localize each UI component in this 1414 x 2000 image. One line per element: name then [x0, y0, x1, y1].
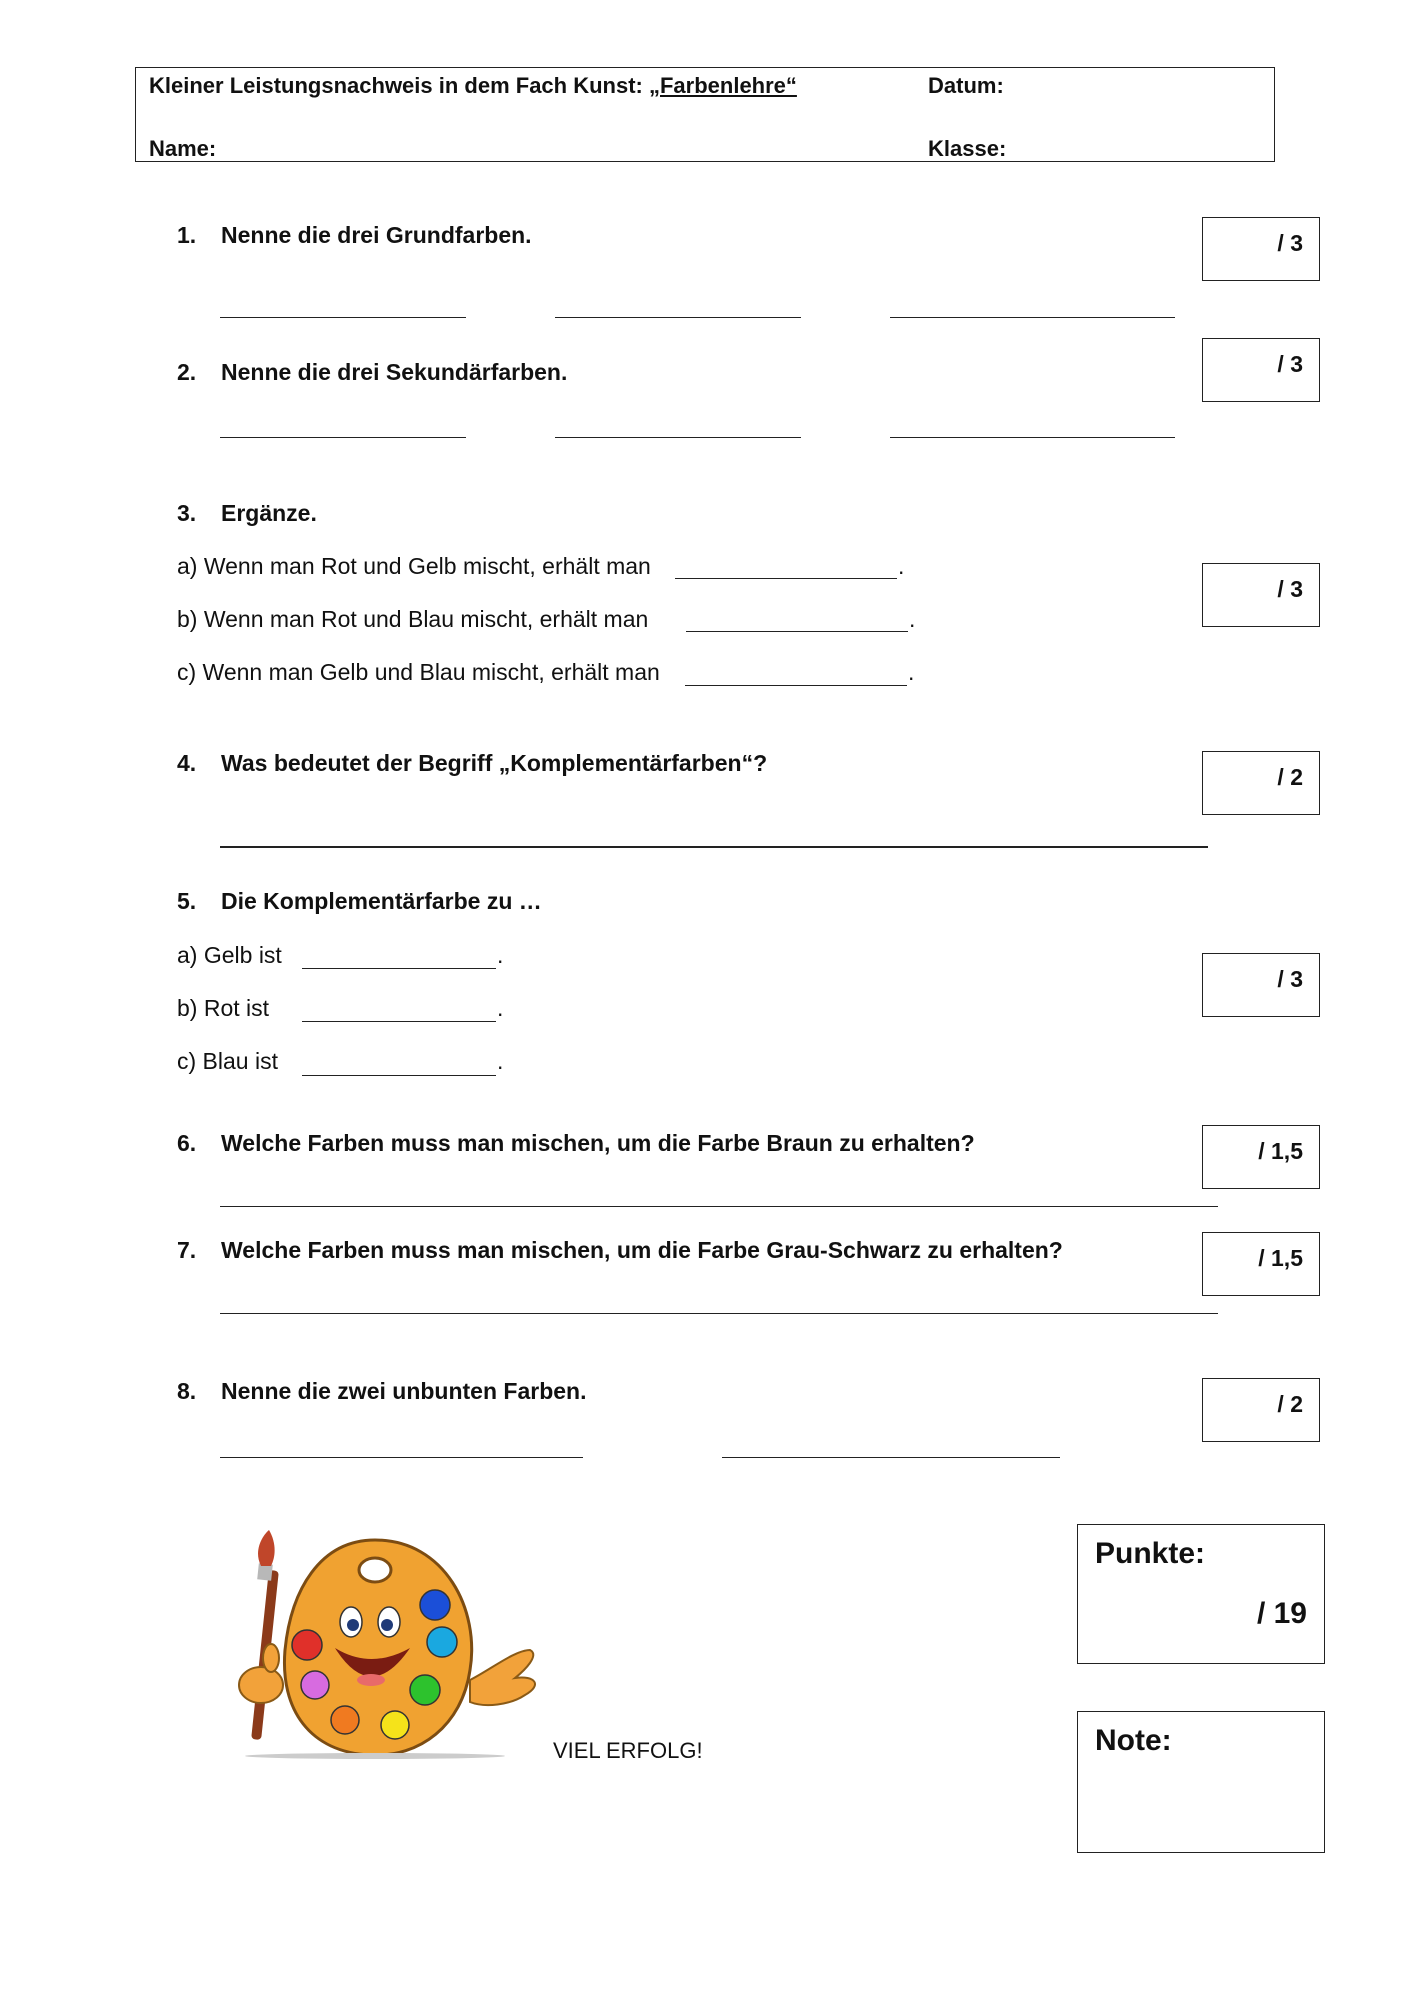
answer-line[interactable] [685, 685, 907, 686]
period: . [909, 606, 916, 632]
score-box-7 [1202, 1232, 1320, 1296]
note-label: Note: [1095, 1724, 1172, 1757]
question-number: 8. [177, 1378, 197, 1404]
score-value: / 3 [1277, 351, 1303, 377]
question-number: 5. [177, 888, 197, 914]
answer-line[interactable] [302, 968, 496, 969]
punkte-total: / 19 [1256, 1597, 1307, 1630]
palette-mascot-illustration [225, 1530, 545, 1760]
score-box-5 [1202, 953, 1320, 1017]
score-value: / 1,5 [1258, 1138, 1303, 1164]
score-value: / 3 [1277, 230, 1303, 256]
answer-line[interactable] [890, 317, 1175, 318]
score-value: / 2 [1277, 1391, 1303, 1417]
answer-line[interactable] [890, 437, 1175, 438]
score-box-3 [1202, 563, 1320, 627]
answer-line[interactable] [555, 437, 801, 438]
title-topic: „Farbenlehre“ [648, 73, 797, 98]
question-4 [177, 750, 767, 777]
question-7 [177, 1237, 1063, 1264]
question-1 [177, 222, 532, 249]
score-value: / 3 [1277, 966, 1303, 992]
datum-label: Datum: [928, 73, 1004, 98]
score-value: / 2 [1277, 764, 1303, 790]
score-box-6 [1202, 1125, 1320, 1189]
title-prefix: Kleiner Leistungsnachweis in dem Fach Kunst: [149, 73, 649, 98]
question-number: 2. [177, 359, 197, 385]
question-text: Was bedeutet der Begriff „Komplementärfarben“? [221, 750, 768, 776]
answer-line[interactable] [220, 1206, 1218, 1207]
item-5b: b) Rot ist [177, 995, 270, 1021]
question-text: Nenne die drei Grundfarben. [221, 222, 532, 248]
question-text: Welche Farben muss man mischen, um die Farbe Grau-Schwarz zu erhalten? [221, 1237, 1063, 1263]
question-text: Ergänze. [221, 500, 317, 526]
question-5 [177, 888, 542, 915]
score-value: / 1,5 [1258, 1245, 1303, 1271]
question-number: 4. [177, 750, 197, 776]
answer-line[interactable] [722, 1457, 1060, 1458]
answer-line[interactable] [220, 1313, 1218, 1314]
item-3c: c) Wenn man Gelb und Blau mischt, erhält man [177, 659, 660, 685]
item-5a: a) Gelb ist [177, 942, 282, 968]
answer-line[interactable] [555, 317, 801, 318]
score-box-1 [1202, 217, 1320, 281]
score-box-4 [1202, 751, 1320, 815]
klasse-label: Klasse: [928, 136, 1007, 161]
total-points-box [1077, 1524, 1325, 1664]
period: . [908, 659, 915, 685]
period: . [497, 942, 504, 968]
paintbrush-icon [251, 1530, 279, 1740]
question-6 [177, 1130, 975, 1157]
good-luck-text: VIEL ERFOLG! [553, 1738, 703, 1763]
question-number: 7. [177, 1237, 197, 1263]
answer-line[interactable] [220, 437, 466, 438]
score-box-8 [1202, 1378, 1320, 1442]
period: . [497, 995, 504, 1021]
item-3a: a) Wenn man Rot und Gelb mischt, erhält man [177, 553, 651, 579]
period: . [497, 1048, 504, 1074]
question-text: Welche Farben muss man mischen, um die Farbe Braun zu erhalten? [221, 1130, 975, 1156]
question-text: Die Komplementärfarbe zu … [221, 888, 542, 914]
question-number: 6. [177, 1130, 197, 1156]
question-text: Nenne die zwei unbunten Farben. [221, 1378, 587, 1404]
score-box-2 [1202, 338, 1320, 402]
palette-icon [284, 1540, 471, 1755]
answer-line[interactable] [302, 1021, 496, 1022]
question-number: 3. [177, 500, 197, 526]
question-text: Nenne die drei Sekundärfarben. [221, 359, 568, 385]
period: . [898, 553, 905, 579]
item-3b: b) Wenn man Rot und Blau mischt, erhält man [177, 606, 649, 632]
answer-line[interactable] [686, 631, 908, 632]
question-number: 1. [177, 222, 197, 248]
score-value: / 3 [1277, 576, 1303, 602]
answer-line[interactable] [302, 1075, 496, 1076]
answer-line[interactable] [220, 846, 1208, 848]
answer-line[interactable] [220, 317, 466, 318]
worksheet-title [149, 73, 797, 99]
item-5c: c) Blau ist [177, 1048, 278, 1074]
question-8 [177, 1378, 586, 1405]
punkte-label: Punkte: [1095, 1537, 1206, 1570]
question-2 [177, 359, 567, 386]
grade-box [1077, 1711, 1325, 1853]
answer-line[interactable] [675, 578, 897, 579]
answer-line[interactable] [220, 1457, 583, 1458]
right-hand-icon [470, 1650, 535, 1705]
question-3 [177, 500, 317, 527]
name-label: Name: [149, 136, 217, 161]
